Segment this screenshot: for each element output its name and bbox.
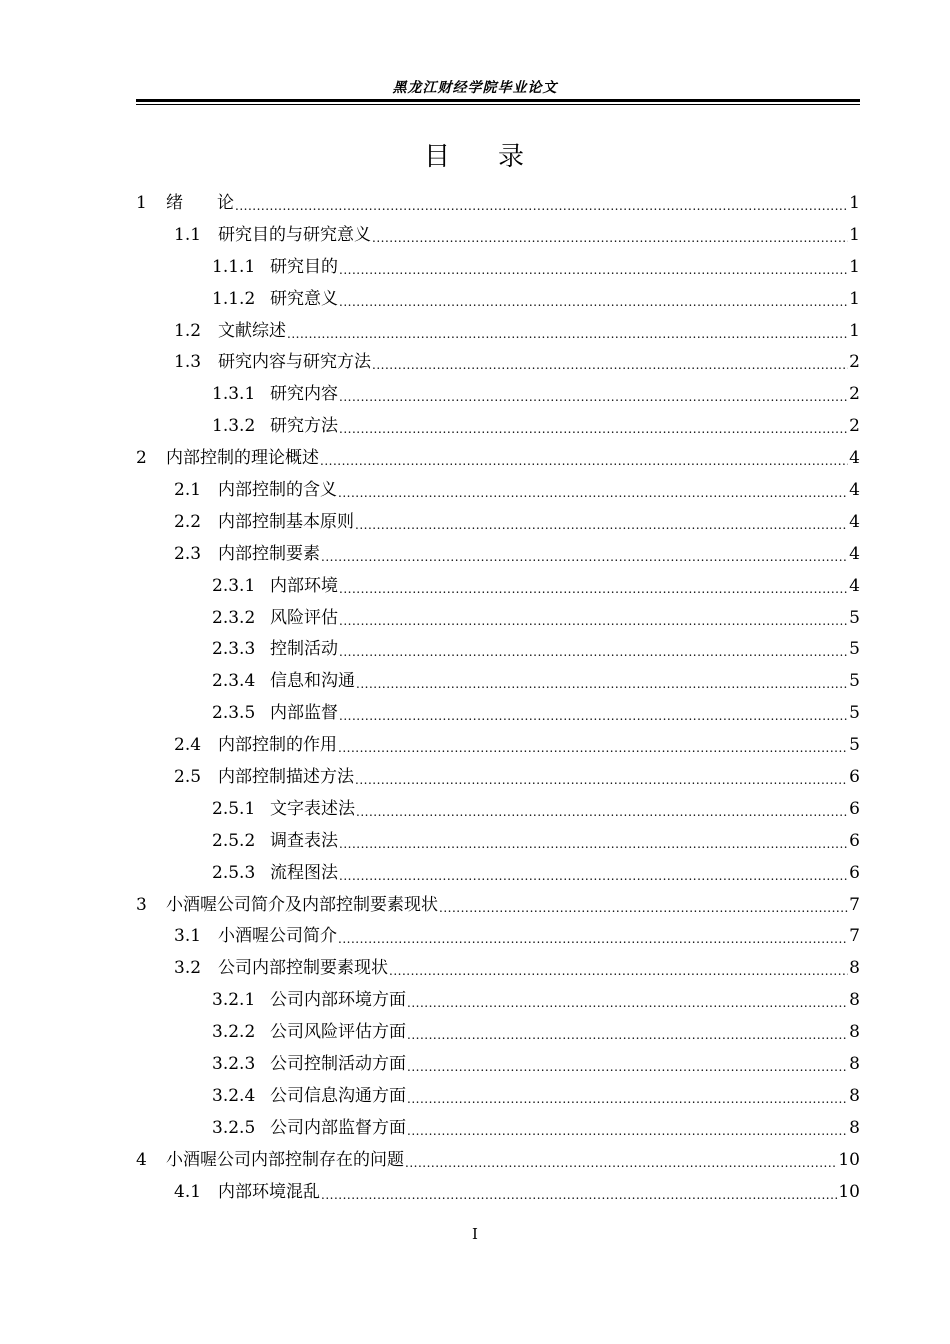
toc-entry-page: 7	[849, 894, 860, 915]
toc-entry-number: 2.3	[174, 543, 202, 564]
toc-entry-number: 3.2.4	[212, 1085, 256, 1106]
toc-leader-dots	[407, 1054, 848, 1074]
toc-entry[interactable]	[136, 187, 860, 219]
toc-heading-left: 目	[423, 142, 452, 172]
toc-entry-page: 4	[849, 543, 860, 564]
toc-entry-number: 2.5.3	[212, 862, 256, 883]
toc-entry[interactable]	[136, 984, 860, 1016]
toc-entry-page: 6	[849, 766, 860, 787]
toc-entry[interactable]	[136, 474, 860, 506]
toc-leader-dots	[405, 1150, 837, 1170]
toc-entry[interactable]	[136, 1016, 860, 1048]
toc-entry-number: 1.1.2	[212, 288, 256, 309]
toc-entry[interactable]	[136, 633, 860, 665]
toc-entry-number: 2.5.1	[212, 798, 256, 819]
toc-entry-title: 内部环境	[270, 575, 338, 596]
toc-entry-number: 4.1	[174, 1181, 202, 1202]
toc-leader-dots	[339, 608, 848, 628]
toc-entry-number: 2.3.4	[212, 671, 256, 692]
toc-entry-number: 2.2	[174, 511, 202, 532]
toc-leader-dots	[235, 193, 848, 213]
toc-entry-page: 1	[849, 224, 860, 245]
toc-entry[interactable]	[136, 442, 860, 474]
toc-entry-title: 内部控制描述方法	[218, 766, 354, 787]
toc-entry-title: 公司内部监督方面	[270, 1117, 406, 1138]
toc-entry-number: 2.1	[174, 479, 202, 500]
toc-entry-title: 公司控制活动方面	[270, 1053, 406, 1074]
toc-entry-title: 流程图法	[270, 862, 338, 883]
toc-leader-dots	[339, 576, 848, 596]
toc-entry-title: 公司内部环境方面	[270, 990, 406, 1011]
toc-entry-number: 2.3.5	[212, 703, 256, 724]
toc-entry[interactable]	[136, 570, 860, 602]
toc-entry-page: 10	[838, 1181, 860, 1202]
toc-entry-number: 1.1.1	[212, 256, 256, 277]
toc-leader-dots	[339, 639, 848, 659]
toc-entry-title: 风险评估	[270, 607, 338, 628]
toc-leader-dots	[356, 799, 848, 819]
running-header: 黑龙江财经学院毕业论文	[392, 80, 558, 96]
toc-entry-page: 7	[849, 926, 860, 947]
toc-leader-dots	[321, 544, 848, 564]
toc-leader-dots	[356, 671, 848, 691]
toc-entry-page: 5	[849, 735, 860, 756]
toc-leader-dots	[407, 1022, 848, 1042]
toc-entry-title: 信息和沟通	[270, 671, 355, 692]
toc-entry-page: 8	[849, 1053, 860, 1074]
toc-entry-page: 5	[849, 703, 860, 724]
toc-entry-title: 绪 论	[166, 192, 234, 213]
toc-entry-title: 内部控制的理论概述	[166, 448, 319, 469]
toc-leader-dots	[321, 1182, 837, 1202]
toc-entry[interactable]	[136, 729, 860, 761]
toc-entry[interactable]	[136, 889, 860, 921]
toc-entry-title: 小酒喔公司内部控制存在的问题	[166, 1149, 404, 1170]
toc-entry-number: 1	[136, 192, 147, 213]
toc-entry-number: 1.3.2	[212, 416, 256, 437]
toc-leader-dots	[407, 1086, 848, 1106]
toc-entry-title: 控制活动	[270, 639, 338, 660]
header-rule-thin	[136, 104, 860, 105]
toc-entry-page: 4	[849, 479, 860, 500]
toc-entry-number: 3.2.2	[212, 1022, 256, 1043]
toc-entry[interactable]	[136, 346, 860, 378]
toc-leader-dots	[339, 416, 848, 436]
toc-leader-dots	[339, 384, 848, 404]
toc-entry-title: 研究内容与研究方法	[218, 352, 371, 373]
toc-entry[interactable]	[136, 665, 860, 697]
toc-entry-number: 3.2.1	[212, 990, 256, 1011]
toc-entry-page: 2	[849, 384, 860, 405]
toc-leader-dots	[339, 703, 848, 723]
toc-entry-title: 公司风险评估方面	[270, 1022, 406, 1043]
toc-entry-title: 内部控制基本原则	[218, 511, 354, 532]
header-rule-thick	[136, 99, 860, 102]
toc-leader-dots	[339, 257, 848, 277]
toc-entry[interactable]	[136, 825, 860, 857]
toc-leader-dots	[287, 321, 848, 341]
toc-leader-dots	[339, 863, 848, 883]
toc-entry-page: 4	[849, 511, 860, 532]
toc-entry-number: 1.3	[174, 352, 202, 373]
toc-entry-page: 8	[849, 1117, 860, 1138]
toc-entry[interactable]	[136, 952, 860, 984]
footer-page-number: I	[472, 1225, 478, 1243]
toc-entry[interactable]	[136, 793, 860, 825]
toc-entry-page: 1	[849, 192, 860, 213]
toc-entry[interactable]	[136, 697, 860, 729]
toc-entry-number: 3.2.5	[212, 1117, 256, 1138]
toc-leader-dots	[355, 767, 848, 787]
toc-entry-title: 调查表法	[270, 830, 338, 851]
toc-entry-page: 8	[849, 990, 860, 1011]
toc-entry-page: 1	[849, 320, 860, 341]
toc-leader-dots	[338, 735, 848, 755]
toc-entry-number: 1.1	[174, 224, 202, 245]
toc-leader-dots	[407, 990, 848, 1010]
toc-entry[interactable]	[136, 315, 860, 347]
toc-entry-number: 2.5.2	[212, 830, 256, 851]
toc-leader-dots	[339, 289, 848, 309]
toc-entry-number: 2.4	[174, 735, 202, 756]
toc-entry-title: 研究目的	[270, 256, 338, 277]
toc-entry-number: 2	[136, 448, 147, 469]
toc-entry-number: 3	[136, 894, 147, 915]
toc-entry[interactable]	[136, 506, 860, 538]
toc-entry-number: 3.2	[174, 958, 202, 979]
toc-entry[interactable]	[136, 1144, 860, 1176]
toc-entry-page: 8	[849, 1085, 860, 1106]
table-of-contents	[136, 187, 860, 1208]
toc-leader-dots	[320, 448, 848, 468]
toc-entry-title: 内部控制的作用	[218, 735, 337, 756]
toc-entry-number: 3.1	[174, 926, 202, 947]
toc-entry-page: 6	[849, 830, 860, 851]
toc-leader-dots	[372, 352, 848, 372]
toc-entry-number: 2.3.2	[212, 607, 256, 628]
toc-entry-title: 研究方法	[270, 416, 338, 437]
toc-entry-page: 4	[849, 575, 860, 596]
toc-entry-page: 1	[849, 256, 860, 277]
toc-entry-title: 文字表述法	[270, 798, 355, 819]
toc-entry[interactable]	[136, 378, 860, 410]
toc-entry-number: 1.2	[174, 320, 202, 341]
toc-entry-page: 5	[849, 607, 860, 628]
toc-entry[interactable]	[136, 1112, 860, 1144]
toc-leader-dots	[339, 831, 848, 851]
toc-heading-right: 录	[498, 142, 527, 172]
toc-entry[interactable]	[136, 251, 860, 283]
toc-leader-dots	[355, 512, 848, 532]
toc-entry[interactable]	[136, 1176, 860, 1208]
toc-entry[interactable]	[136, 219, 860, 251]
toc-entry[interactable]	[136, 602, 860, 634]
toc-entry-number: 1.3.1	[212, 384, 256, 405]
toc-entry-number: 2.3.3	[212, 639, 256, 660]
toc-entry[interactable]	[136, 538, 860, 570]
toc-leader-dots	[338, 480, 848, 500]
toc-entry-title: 研究目的与研究意义	[218, 224, 371, 245]
toc-heading	[0, 136, 950, 173]
toc-entry-title: 小酒喔公司简介	[218, 926, 337, 947]
toc-entry-page: 5	[849, 639, 860, 660]
toc-entry-title: 内部监督	[270, 703, 338, 724]
toc-entry[interactable]	[136, 410, 860, 442]
toc-entry[interactable]	[136, 857, 860, 889]
toc-leader-dots	[389, 958, 848, 978]
toc-entry-title: 公司内部控制要素现状	[218, 958, 388, 979]
toc-entry-page: 2	[849, 416, 860, 437]
toc-entry[interactable]	[136, 1080, 860, 1112]
toc-entry-page: 1	[849, 288, 860, 309]
toc-entry[interactable]	[136, 920, 860, 952]
toc-entry[interactable]	[136, 283, 860, 315]
toc-entry-title: 内部控制要素	[218, 543, 320, 564]
toc-entry-title: 研究内容	[270, 384, 338, 405]
toc-entry-page: 6	[849, 798, 860, 819]
toc-entry-number: 2.3.1	[212, 575, 256, 596]
toc-leader-dots	[439, 895, 848, 915]
toc-entry-title: 内部环境混乱	[218, 1181, 320, 1202]
toc-entry-title: 小酒喔公司简介及内部控制要素现状	[166, 894, 438, 915]
toc-leader-dots	[372, 225, 848, 245]
toc-leader-dots	[407, 1118, 848, 1138]
toc-entry-page: 6	[849, 862, 860, 883]
toc-entry-title: 公司信息沟通方面	[270, 1085, 406, 1106]
toc-entry-title: 文献综述	[218, 320, 286, 341]
toc-entry-title: 研究意义	[270, 288, 338, 309]
toc-entry-title: 内部控制的含义	[218, 479, 337, 500]
toc-entry-page: 10	[838, 1149, 860, 1170]
toc-entry-number: 3.2.3	[212, 1053, 256, 1074]
toc-entry-page: 4	[849, 448, 860, 469]
toc-entry-number: 2.5	[174, 766, 202, 787]
toc-leader-dots	[338, 926, 848, 946]
toc-entry-page: 2	[849, 352, 860, 373]
toc-entry-page: 8	[849, 958, 860, 979]
toc-entry[interactable]	[136, 761, 860, 793]
toc-entry-page: 8	[849, 1022, 860, 1043]
toc-entry[interactable]	[136, 1048, 860, 1080]
toc-entry-page: 5	[849, 671, 860, 692]
toc-entry-number: 4	[136, 1149, 147, 1170]
